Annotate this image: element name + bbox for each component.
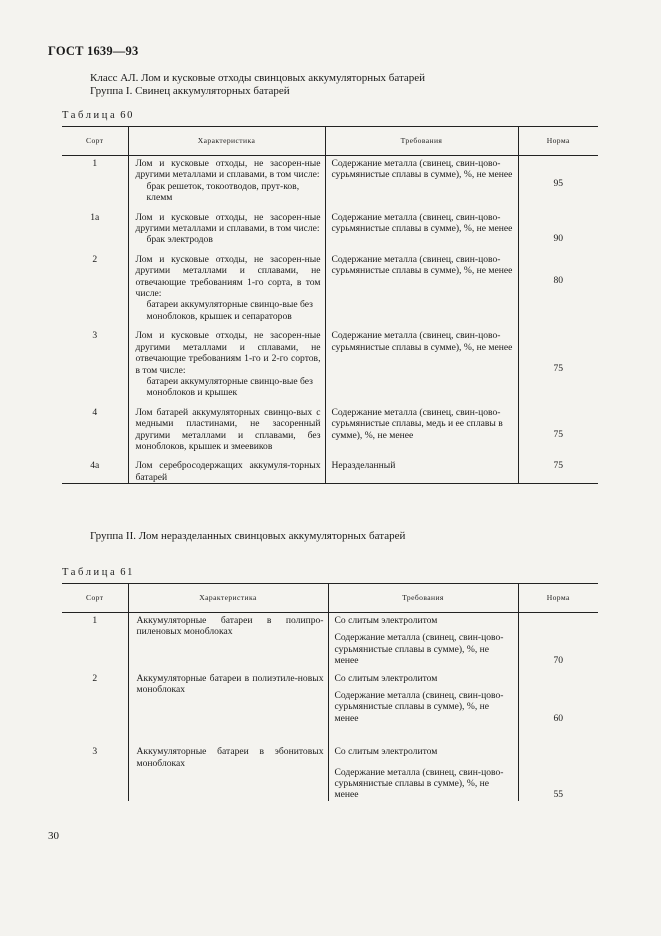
char-sub: брак решеток, токоотводов, прут-ков, клемм — [146, 180, 300, 204]
table-60 — [62, 126, 598, 484]
col-header-characteristic: Характеристика — [128, 584, 328, 613]
row-norm: 75 — [518, 330, 598, 398]
document-code: ГОСТ 1639—93 — [48, 44, 139, 58]
row-characteristic: Аккумуляторные батареи в эбонитовых моноблоках — [128, 746, 328, 801]
row-norm: 75 — [518, 407, 598, 453]
row-requirement: Содержание металла (свинец, свин-цово-сурьмянистые сплавы в сумме), %, не менее — [325, 212, 518, 246]
row-requirement: Содержание металла (свинец, свин-цово-сурьмянистые сплавы в сумме), %, не менее — [325, 254, 518, 322]
row-norm: 95 — [518, 156, 598, 204]
row-sort: 2 — [62, 673, 128, 725]
row-norm: 80 — [518, 254, 598, 322]
col-header-norm: Норма — [518, 584, 598, 613]
col-header-sort: Сорт — [62, 127, 128, 156]
row-sort: 4 — [62, 407, 128, 453]
table-row — [62, 613, 598, 667]
col-header-requirements: Требования — [328, 584, 518, 613]
table60-number: 60 — [120, 110, 134, 121]
table61-caption — [62, 567, 134, 578]
col-header-requirements: Требования — [325, 127, 518, 156]
page-number: 30 — [48, 830, 59, 842]
row-norm: 75 — [518, 460, 598, 483]
table60-caption — [62, 110, 134, 121]
row-characteristic — [128, 156, 325, 204]
table-row — [62, 212, 598, 246]
col-header-characteristic: Характеристика — [128, 127, 325, 156]
row-requirement — [328, 613, 518, 667]
row-norm: 70 — [518, 613, 598, 667]
row-norm: 60 — [518, 673, 598, 725]
char-main: Лом и кусковые отходы, не засорен-ные другими металлами и сплавами, в том числе: — [135, 211, 321, 235]
char-main: Лом и кусковые отходы, не засорен-ные другими металлами и сплавами, в том числе: — [135, 158, 321, 181]
row-norm: 55 — [518, 746, 598, 801]
row-sort: 3 — [62, 746, 128, 801]
row-characteristic — [128, 212, 325, 246]
class-caption: Класс АЛ. Лом и кусковые отходы свинцовых аккумуляторных батарей — [90, 72, 426, 84]
col-header-sort: Сорт — [62, 584, 128, 613]
table-row — [62, 407, 598, 453]
table-row — [62, 460, 598, 483]
table-row — [62, 156, 598, 204]
row-characteristic: Лом батарей аккумуляторных свинцо-вых с медными пластинами, не засоренный другими металлами и сплавами, без моноблоков, крышек и змеевиков — [128, 407, 325, 453]
table-row — [62, 673, 598, 725]
row-norm: 90 — [518, 212, 598, 246]
char-main: Лом и кусковые отходы, не засорен-ные другими металлами и сплавами, не отвечающие требованиям 1-го сорта, в том числе: — [135, 253, 321, 300]
char-sub: брак электродов — [146, 234, 213, 246]
row-requirement: Содержание металла (свинец, свин-цово-сурьмянистые сплавы в сумме), %, не менее — [325, 156, 518, 204]
char-sub: батареи аккумуляторные свинцо-вые без моноблоков, крышек и сепараторов — [146, 299, 313, 322]
char-main: Лом и кусковые отходы, не засорен-ные другими металлами и сплавами, не отвечающие требованиям 1-го и 2-го сортов, в том числе: — [135, 330, 321, 376]
row-requirement: Содержание металла (свинец, свин-цово-сурьмянистые сплавы, медь и ее сплавы в сумме), %, не менее — [325, 407, 518, 453]
row-sort: 4а — [62, 460, 128, 483]
row-characteristic: Аккумуляторные батареи в полиэтиле-новых моноблоках — [128, 673, 328, 725]
row-characteristic: Лом серебросодержащих аккумуля-торных батарей — [128, 460, 325, 483]
row-sort: 2 — [62, 254, 128, 322]
group2-caption: Группа II. Лом неразделанных свинцовых аккумуляторных батарей — [90, 530, 406, 542]
row-sort: 1 — [62, 613, 128, 667]
req-metal-content: Содержание металла (свинец, свин-цово-сурьмянистые сплавы в сумме), %, не менее — [334, 632, 504, 667]
table-row — [62, 330, 598, 398]
table61-label: Таблица — [62, 567, 118, 578]
row-sort: 1а — [62, 212, 128, 246]
row-sort: 3 — [62, 330, 128, 398]
req-metal-content: Содержание металла (свинец, свин-цово-сурьмянистые сплавы в сумме), %, не менее — [334, 690, 504, 724]
table60-label: Таблица — [62, 110, 118, 121]
char-sub: батареи аккумуляторные свинцо-вые без моноблоков и крышек — [146, 375, 313, 399]
req-electrolyte: Со слитым электролитом — [334, 746, 438, 758]
req-electrolyte: Со слитым электролитом — [334, 615, 438, 626]
req-electrolyte: Со слитым электролитом — [334, 672, 438, 684]
row-sort: 1 — [62, 156, 128, 204]
row-requirement — [328, 746, 518, 801]
table-row — [62, 746, 598, 801]
row-requirement — [328, 673, 518, 725]
table61-number: 61 — [120, 567, 134, 578]
row-characteristic — [128, 330, 325, 398]
table-row — [62, 254, 598, 322]
row-requirement: Неразделанный — [325, 460, 518, 483]
row-requirement: Содержание металла (свинец, свин-цово-сурьмянистые сплавы в сумме), %, не менее — [325, 330, 518, 398]
table-61 — [62, 583, 598, 801]
row-characteristic: Аккумуляторные батареи в полипро-пиленовых моноблоках — [128, 613, 328, 667]
group1-caption: Группа I. Свинец аккумуляторных батарей — [90, 85, 290, 97]
row-characteristic — [128, 254, 325, 322]
req-metal-content: Содержание металла (свинец, свин-цово-сурьмянистые сплавы в сумме), %, не менее — [334, 766, 504, 801]
col-header-norm: Норма — [518, 127, 598, 156]
